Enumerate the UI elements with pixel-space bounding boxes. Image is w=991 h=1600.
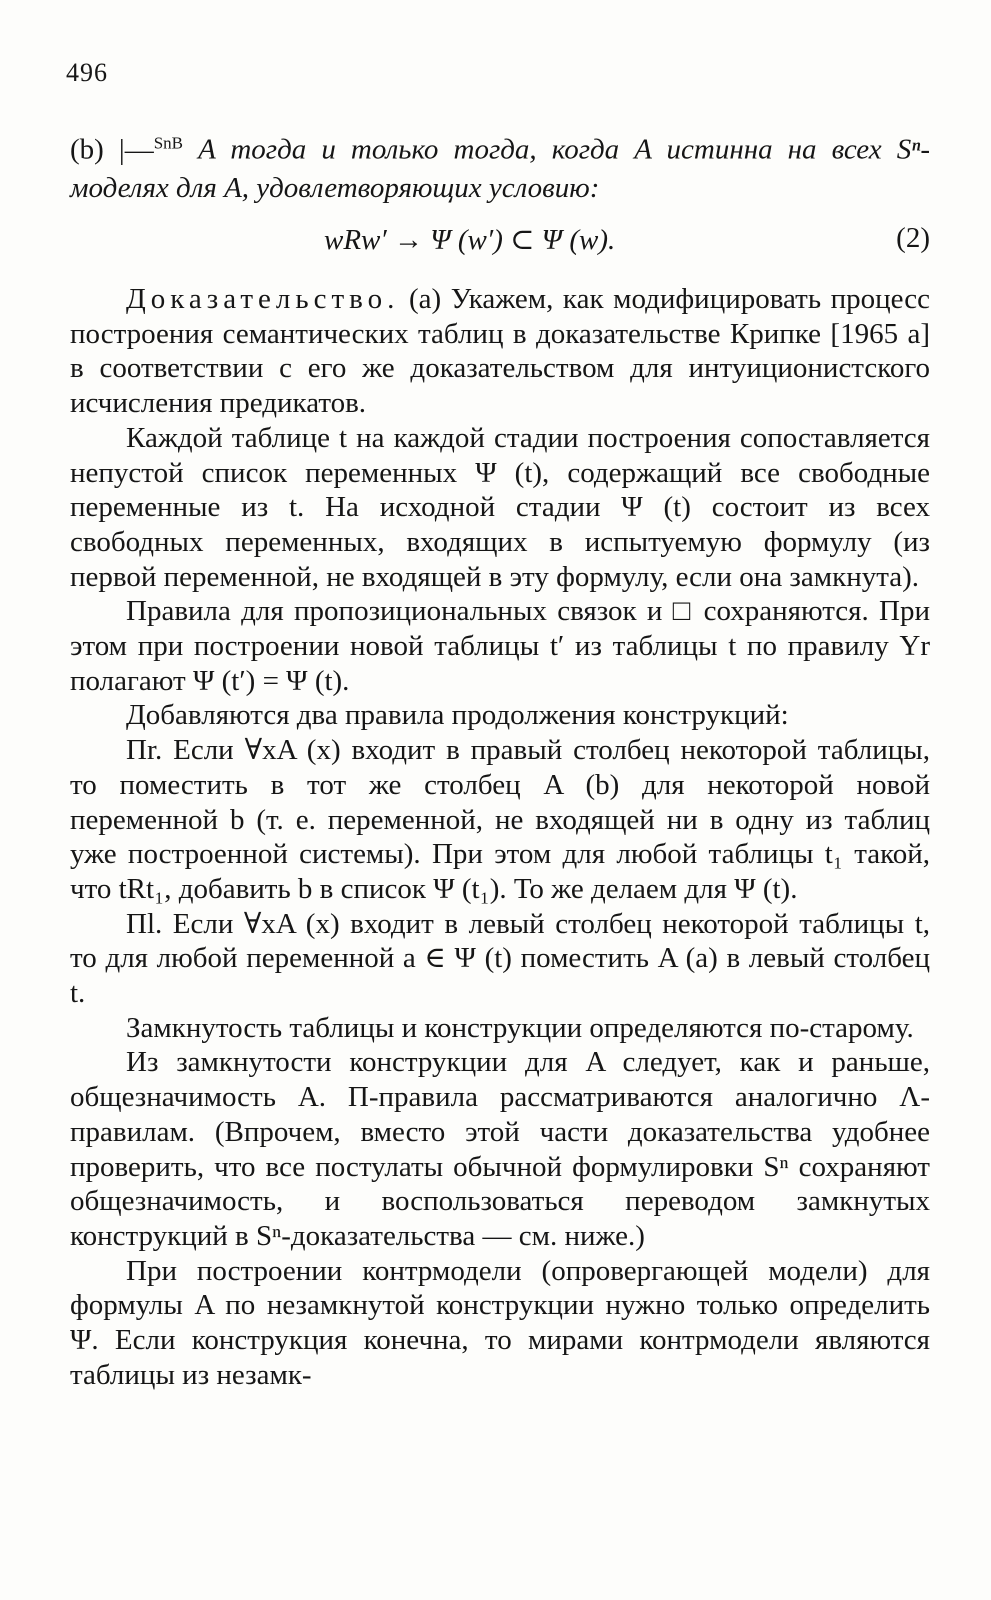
paragraph [70,1045,930,1253]
turnstile: |— [118,133,154,166]
turnstile-symbol [119,134,183,166]
paragraph-text: Пr. Если ∀xA (x) входит в правый столбец некоторой таблицы, то поместить в тот же столбец A (b) для некоторой новой переменной b (т. е. переменной, не входящей ни в одну из таблиц уже построенной системы). При этом для любой таблицы t₁ такой, что tRt₁, добавить b в список Ψ (t₁). То же делаем для Ψ (t). [70,734,930,905]
paragraph-text: Каждой таблице t на каждой стадии построения сопоставляется непустой список переменных Ψ (t), содержащий все свободные переменные из t. На исходной стадии Ψ (t) состоит из всех свободных переменных, входящих в испытуемую формулу (из первой переменной, не входящей в эту формулу, если она замкнута). [70,421,930,593]
formula-expression: wRw′ → Ψ (w′) ⊂ Ψ (w). [324,224,616,256]
paragraph-text: Добавляются два правила продолжения конструкций: [126,699,789,732]
paragraph [70,1254,930,1393]
page-number: 496 [66,58,108,87]
paragraph-text: (а) Укажем, как модифицировать процесс построения семантических таблиц в доказательстве Крипке [1965 а] в соответствии с его же доказательством для интуиционистского исчисления предикатов. [70,283,930,420]
paragraph-text: Пl. Если ∀xA (x) входит в левый столбец некоторой таблицы t, то для любой переменной a ∈ Ψ (t) поместить A (a) в левый столбец t. [70,907,930,1010]
paragraph-text: Правила для пропозициональных связок и □ сохраняются. При этом при построении новой таблицы t′ из таблицы t по правилу Υr полагают Ψ (t′) = Ψ (t). [70,595,930,697]
theorem-statement [70,124,930,207]
paragraph [70,594,930,698]
paragraph [70,421,930,595]
proof-lead: Доказательство. [126,283,400,315]
paragraph [70,907,930,1011]
paragraph [70,733,930,907]
formula-line [70,222,930,262]
paragraph [70,1011,930,1046]
paragraph [70,282,930,421]
theorem-label: (b) [70,133,104,166]
formula-number: (2) [896,222,930,254]
body-text [70,282,930,1393]
paragraph [70,698,930,733]
paragraph-text: Замкнутость таблицы и конструкции определяются по-старому. [126,1011,914,1044]
paragraph-text: Из замкнутости конструкции для A следует, как и раньше, общезначимость A. П-правила рассматриваются аналогично Λ-правилам. (Впрочем, вместо этой части доказательства удобнее проверить, что все постулаты обычной формулировки Sⁿ сохраняют общезначимость, и воспользоваться переводом замкнутых конструкций в Sⁿ-доказательства — см. ниже.) [70,1046,930,1252]
paragraph-text: При построении контрмодели (опровергающей модели) для формулы A по незамкнутой конструкции нужно только определить Ψ. Если конструкция конечна, то мирами контрмодели являются таблицы из незамк- [70,1254,930,1391]
theorem-text: A тогда и только тогда, когда A истинна на всех Sⁿ-моделях для A, удовлетворяющих условию: [70,133,931,204]
turnstile-superscript: SnB [153,133,184,152]
